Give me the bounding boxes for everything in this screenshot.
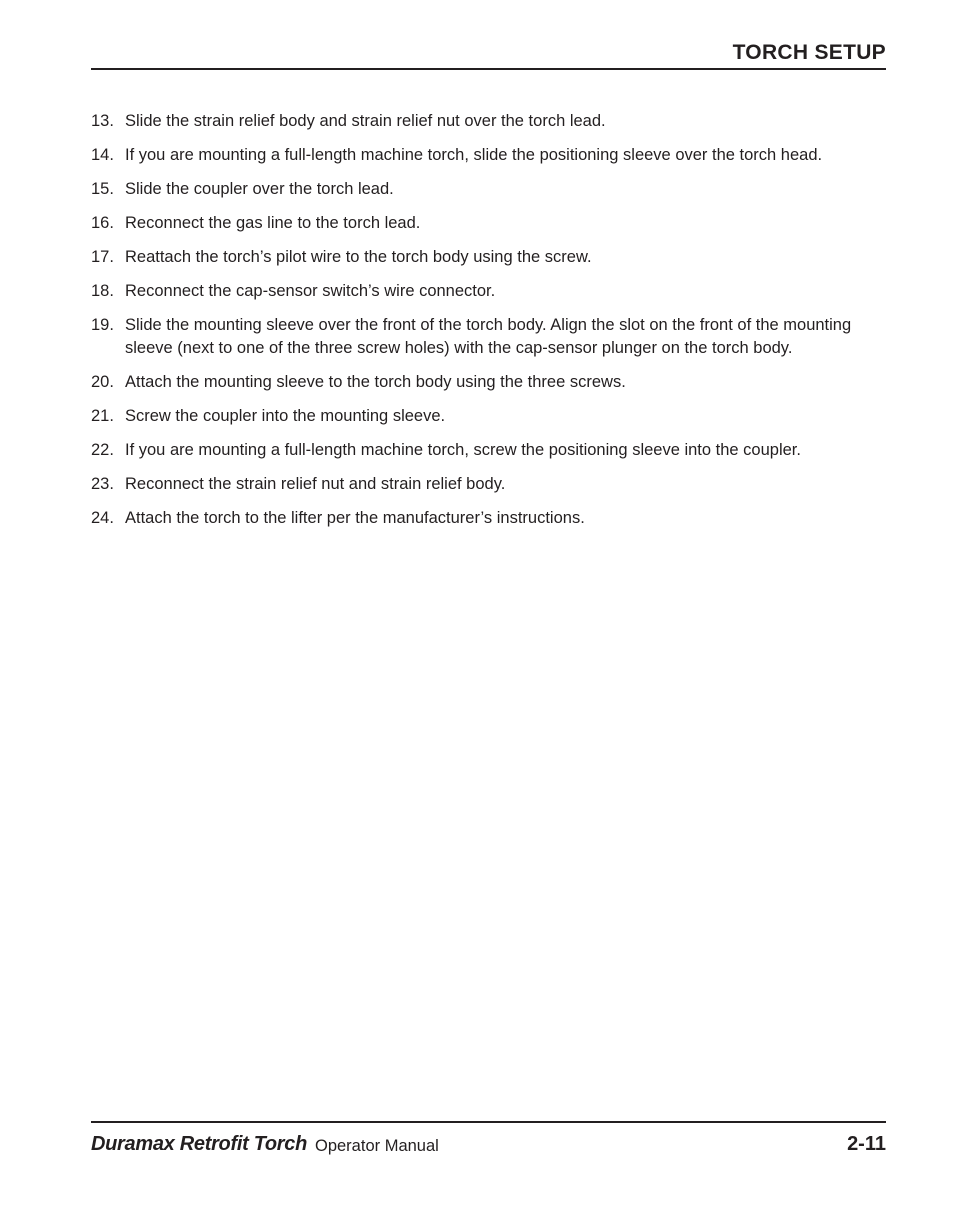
- step-15: [91, 178, 881, 201]
- step-19: [91, 314, 881, 360]
- step-number: 15.: [91, 180, 114, 198]
- step-text: Screw the coupler into the mounting sleeve.: [125, 407, 446, 425]
- step-text: If you are mounting a full-length machine torch, slide the positioning sleeve over the torch head.: [125, 146, 823, 164]
- step-number: 23.: [91, 475, 114, 493]
- step-number: 24.: [91, 509, 114, 527]
- step-text: Attach the torch to the lifter per the manufacturer’s instructions.: [125, 509, 585, 527]
- step-text: Reconnect the strain relief nut and strain relief body.: [125, 475, 506, 493]
- step-number: 20.: [91, 373, 114, 391]
- step-23: [91, 473, 881, 496]
- step-number: 13.: [91, 112, 114, 130]
- step-text: Slide the strain relief body and strain relief nut over the torch lead.: [125, 112, 606, 130]
- step-number: 14.: [91, 146, 114, 164]
- step-text: If you are mounting a full-length machine torch, screw the positioning sleeve into the coupler.: [125, 441, 801, 459]
- section-title: TORCH SETUP: [732, 41, 886, 64]
- step-number: 21.: [91, 407, 114, 425]
- step-22: [91, 439, 881, 462]
- page-footer: [91, 1121, 886, 1163]
- step-text: Reconnect the gas line to the torch lead.: [125, 214, 421, 232]
- step-21: [91, 405, 881, 428]
- document-type: Operator Manual: [315, 1137, 439, 1155]
- product-name: Duramax Retrofit Torch: [91, 1133, 308, 1155]
- step-13: [91, 110, 881, 133]
- step-20: [91, 371, 881, 394]
- step-14: [91, 144, 881, 167]
- instruction-steps: [91, 110, 881, 541]
- page-number: 2-11: [847, 1133, 886, 1155]
- step-24: [91, 507, 881, 530]
- step-18: [91, 280, 881, 303]
- step-16: [91, 212, 881, 235]
- step-text: Reattach the torch’s pilot wire to the torch body using the screw.: [125, 248, 592, 266]
- step-number: 19.: [91, 316, 114, 334]
- page-header: [91, 40, 886, 70]
- step-text: Slide the mounting sleeve over the front of the torch body. Align the slot on the front of the mounting sleeve (next to one of the three screw holes) with the cap-sensor plunger on the torch body.: [125, 316, 852, 357]
- step-text: Slide the coupler over the torch lead.: [125, 180, 394, 198]
- step-text: Attach the mounting sleeve to the torch body using the three screws.: [125, 373, 626, 391]
- step-number: 17.: [91, 248, 114, 266]
- step-17: [91, 246, 881, 269]
- step-number: 16.: [91, 214, 114, 232]
- step-number: 18.: [91, 282, 114, 300]
- step-number: 22.: [91, 441, 114, 459]
- step-text: Reconnect the cap-sensor switch’s wire connector.: [125, 282, 496, 300]
